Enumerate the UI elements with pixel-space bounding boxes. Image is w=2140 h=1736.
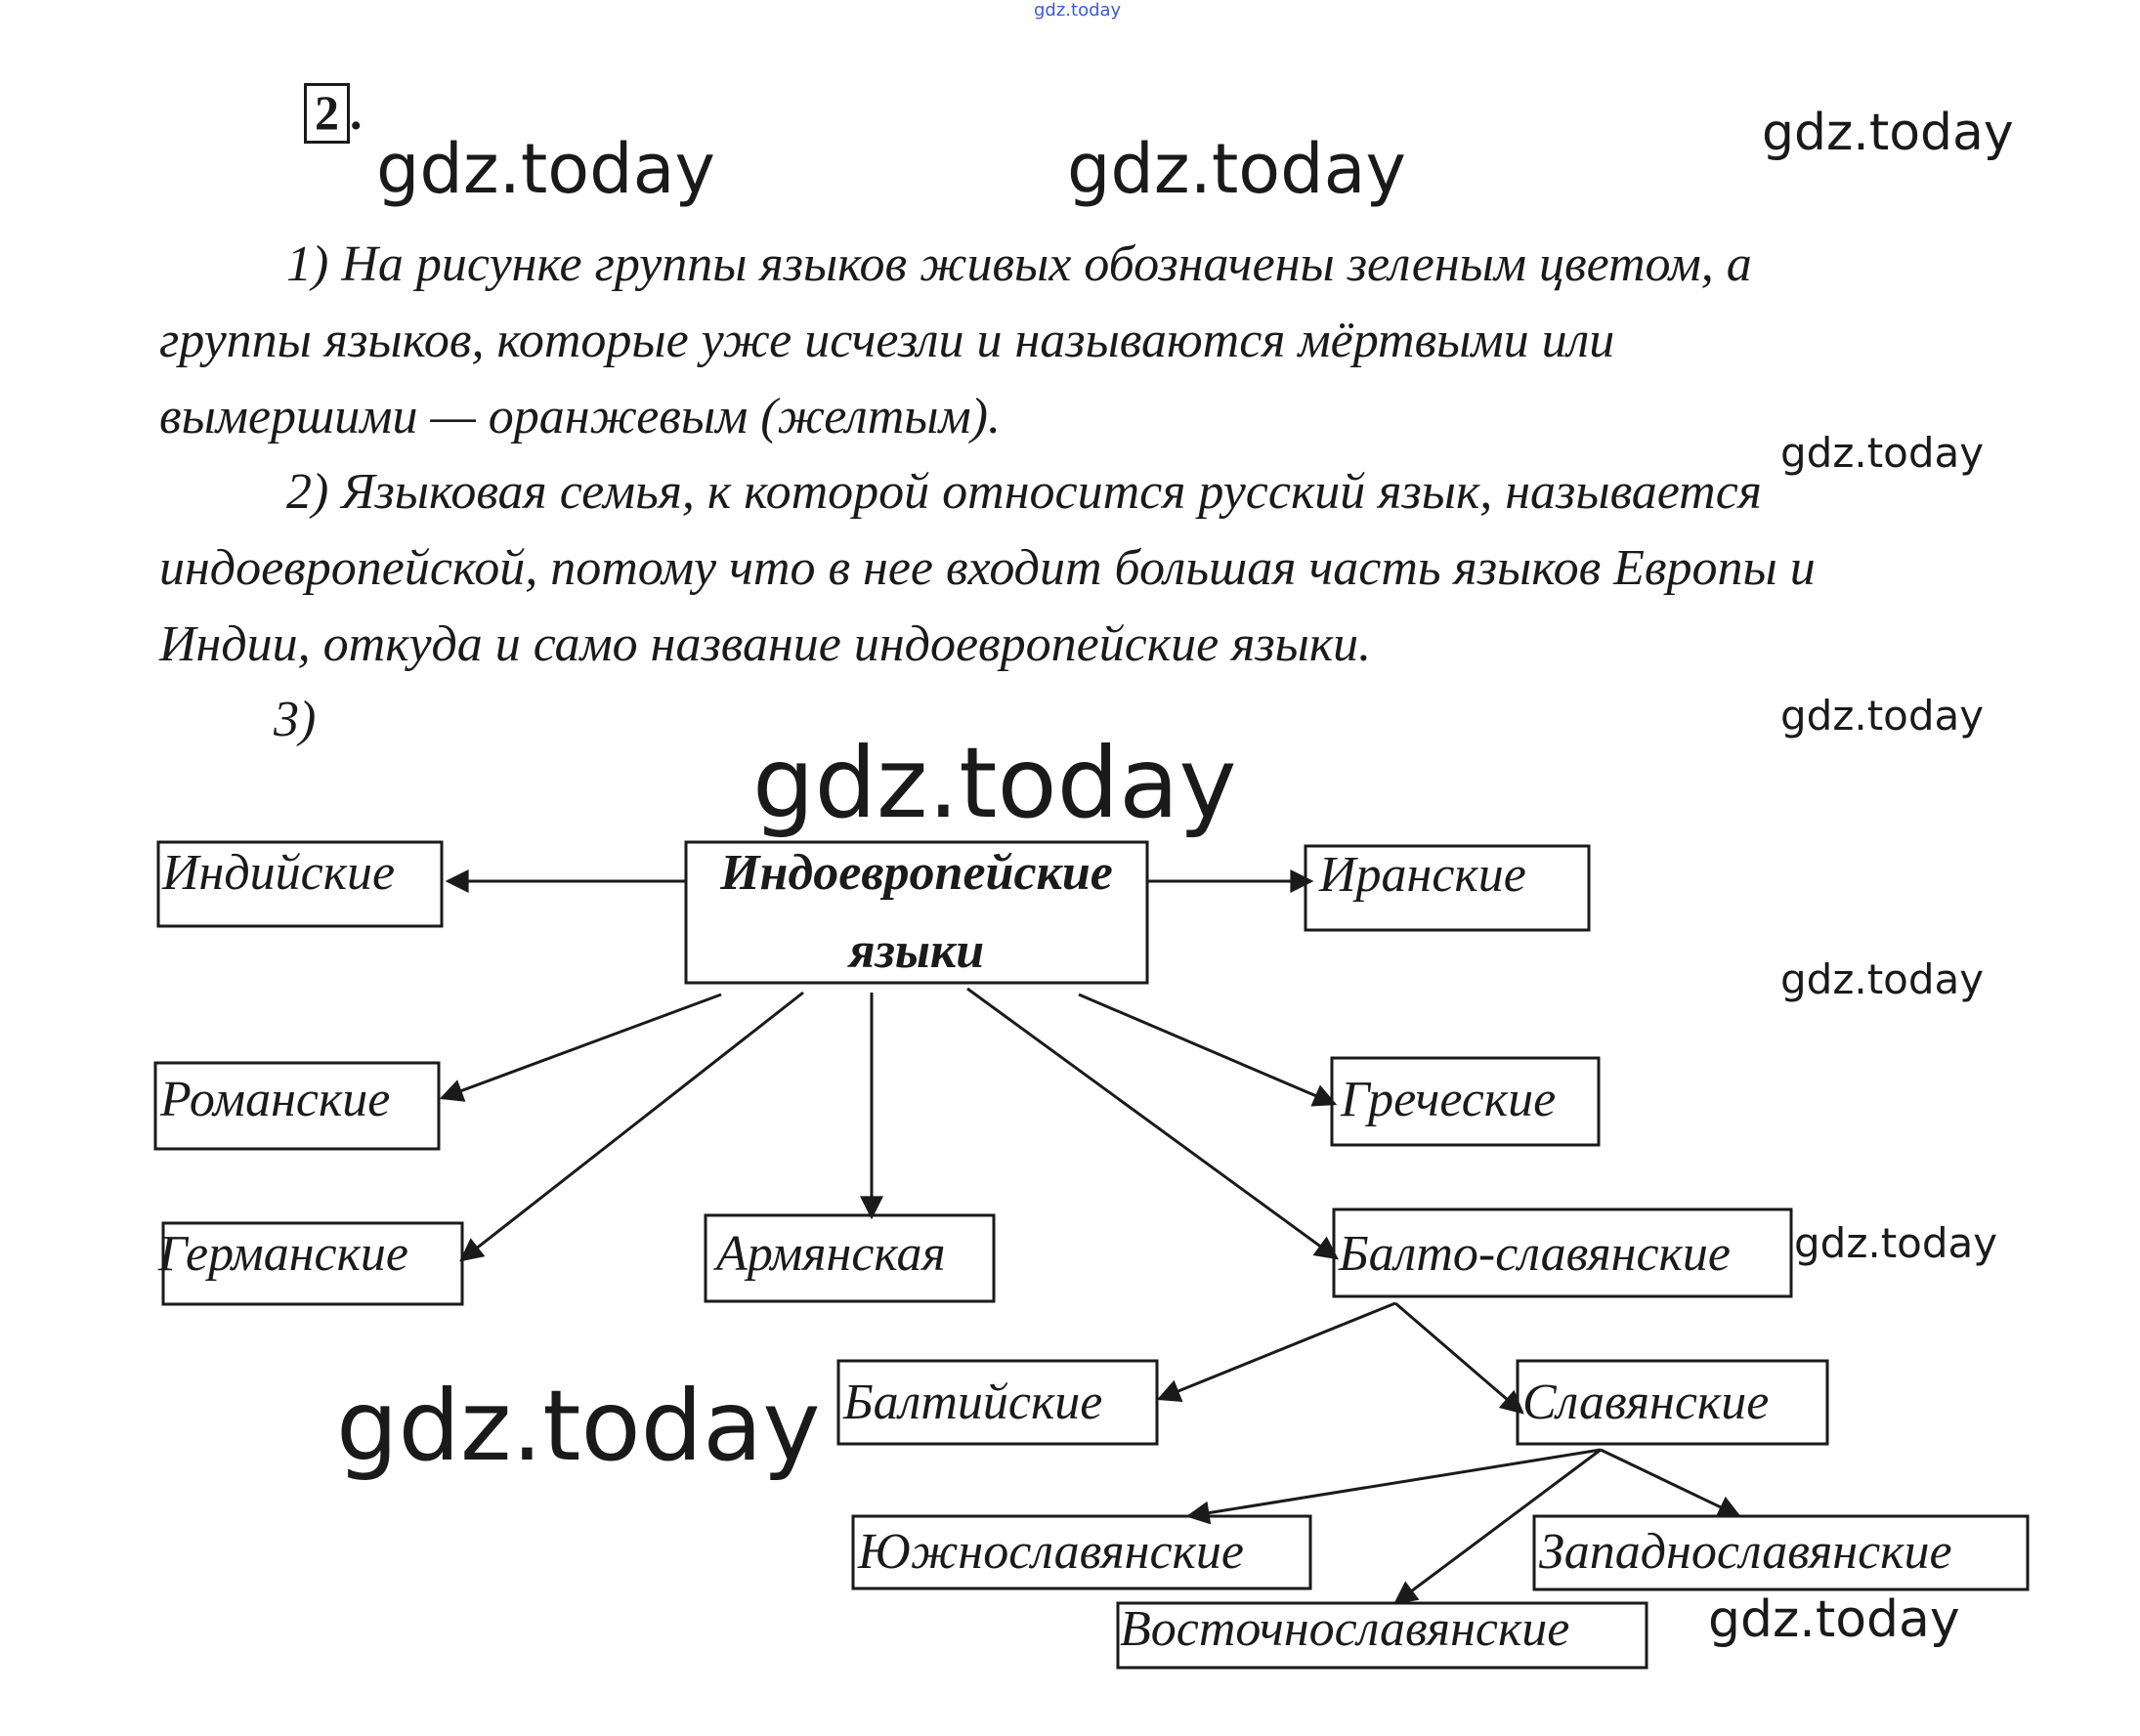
- watermark: gdz.today: [1762, 104, 2014, 162]
- watermark: gdz.today: [1794, 1219, 1998, 1267]
- node-west-slavic-label: Западнославянские: [1539, 1524, 1952, 1580]
- node-west-slavic: [1534, 1516, 2028, 1589]
- answer-1-line-1: 1) На рисунке группы языков живых обозначены зеленым цветом, а: [286, 236, 1752, 292]
- node-greek-label: Греческие: [1341, 1072, 1557, 1127]
- answer-2-line-2: индоевропейской, потому что в нее входит большая часть языков Европы и: [159, 540, 1816, 596]
- answer-1-line-3: вымершими — оранжевым (желтым).: [159, 389, 1001, 445]
- watermark: gdz.today: [752, 726, 1237, 840]
- arrow-root-to-romance: [442, 995, 721, 1098]
- node-romance-label: Романские: [160, 1072, 391, 1127]
- watermark: gdz.today: [336, 1369, 821, 1483]
- node-south-slavic-label: Южнославянские: [858, 1524, 1244, 1580]
- node-indian: [158, 842, 442, 926]
- node-south-slavic: [853, 1516, 1310, 1588]
- root-label-line-1: Индоевропейские: [720, 845, 1113, 901]
- watermark: gdz.today: [1067, 129, 1406, 209]
- node-balto-slavic: [1334, 1209, 1791, 1296]
- node-iranian: [1305, 846, 1589, 930]
- watermark: gdz.today: [1708, 1590, 1960, 1649]
- arrow-root-to-greek: [1079, 995, 1335, 1104]
- answer-1-line-2: группы языков, которые уже исчезли и называются мёртвыми или: [159, 313, 1615, 368]
- root-label-line-2: языки: [848, 923, 985, 979]
- task-number-box: 2: [304, 83, 350, 144]
- watermark: gdz.today: [1780, 692, 1985, 740]
- arrow-slavic-to-west-slavic: [1601, 1450, 1739, 1516]
- arrow-root-to-balto-slavic: [967, 989, 1337, 1258]
- answer-2-line-3: Индии, откуда и само название индоевропейские языки.: [159, 616, 1372, 672]
- watermark: gdz.today: [1780, 429, 1985, 477]
- watermark: gdz.today: [376, 129, 715, 209]
- answer-2-line-1: 2) Языковая семья, к которой относится русский язык, называется: [286, 464, 1762, 520]
- arrow-root-to-germanic: [461, 993, 803, 1260]
- node-armenian-label: Армянская: [716, 1226, 946, 1282]
- node-slavic-label: Славянские: [1522, 1375, 1770, 1430]
- node-east-slavic: [1118, 1601, 1647, 1668]
- root-node: [686, 842, 1147, 983]
- node-iranian-label: Иранские: [1319, 847, 1526, 903]
- node-armenian: [706, 1215, 994, 1301]
- answer-3-number: 3): [274, 692, 317, 747]
- node-balto-slavic-label: Балто-славянские: [1339, 1226, 1731, 1282]
- arrow-slavic-to-south-slavic: [1188, 1450, 1601, 1516]
- node-baltic: [838, 1361, 1157, 1444]
- node-baltic-label: Балтийские: [843, 1375, 1103, 1430]
- node-germanic-label: Германские: [158, 1226, 408, 1282]
- node-germanic: [157, 1223, 462, 1304]
- node-greek: [1332, 1058, 1599, 1145]
- watermark: gdz.today: [1780, 955, 1985, 1003]
- watermark-top: gdz.today: [1034, 0, 1122, 21]
- node-indian-label: Индийские: [162, 845, 396, 901]
- node-slavic: [1518, 1361, 1827, 1444]
- node-romance: [155, 1063, 439, 1149]
- task-number-suffix: .: [350, 85, 363, 140]
- node-east-slavic-label: Восточнославянские: [1120, 1601, 1570, 1657]
- arrow-balto-slavic-to-baltic: [1159, 1303, 1395, 1399]
- arrow-balto-slavic-to-slavic: [1395, 1303, 1522, 1413]
